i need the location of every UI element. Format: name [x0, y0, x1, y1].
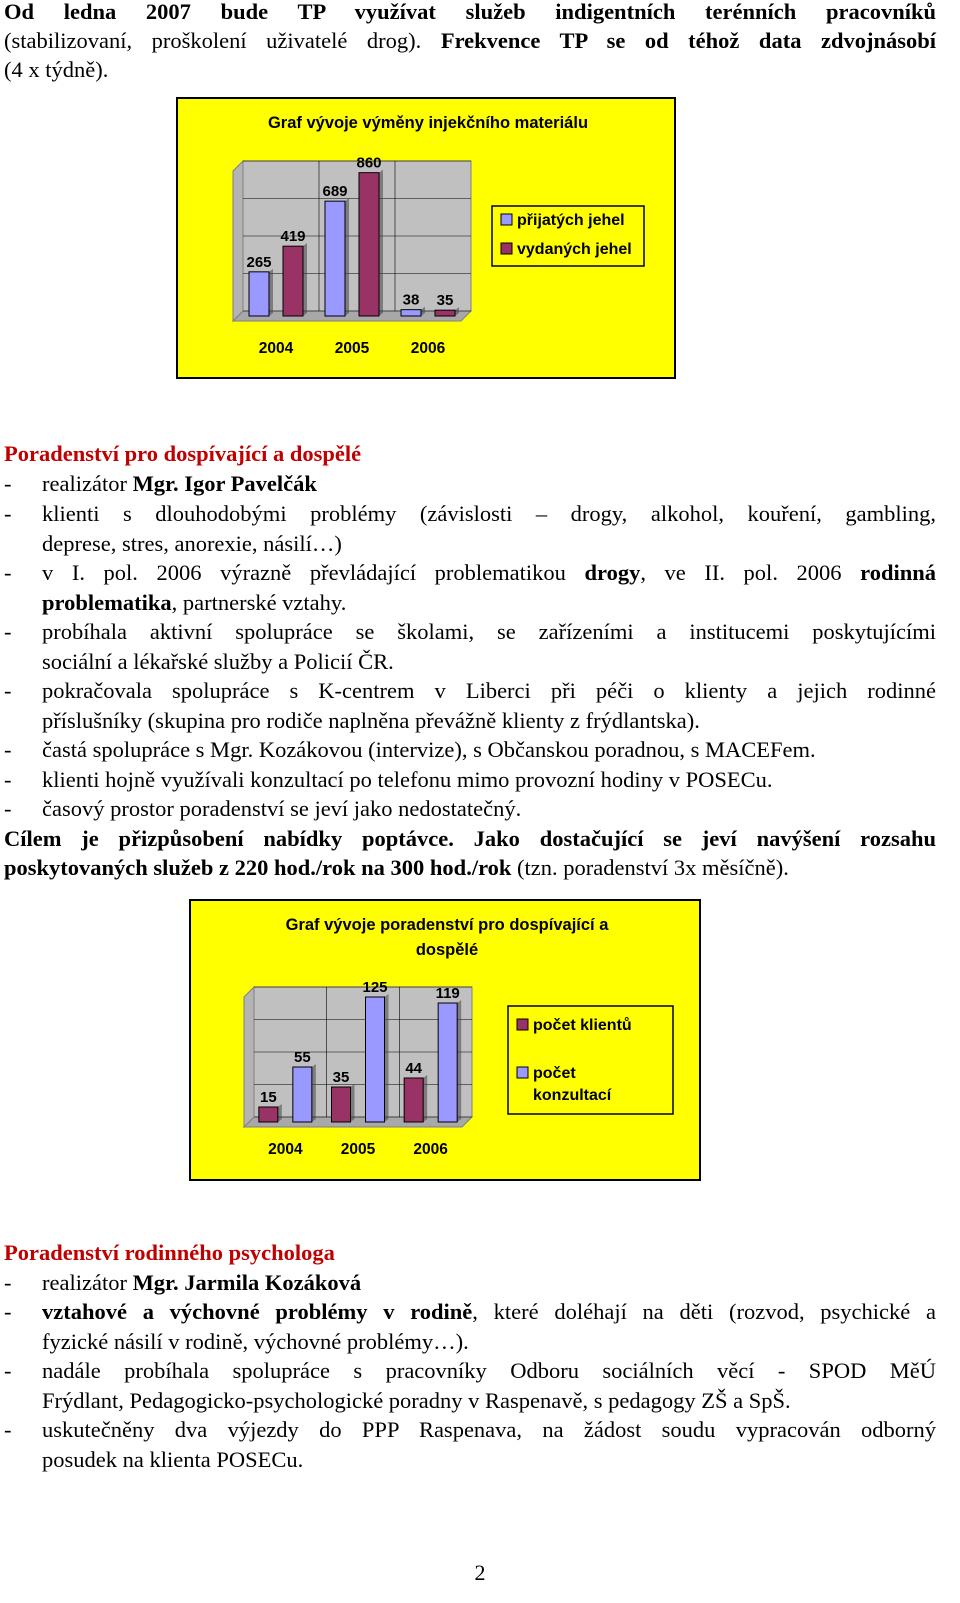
section2-heading: Poradenství rodinného psychologa — [4, 1240, 335, 1265]
s2-bullet-3: - nadále probíhala spolupráce s pracovníky Odboru sociálních věcí - SPOD MěÚ Frýdlant, Pedagogicko-psychologické poradny v Raspenavě, s pedagogy ZŠ a SpŠ. — [4, 1358, 936, 1413]
s1-bullet-8: - časový prostor poradenství se jeví jako nedostatečný. — [4, 796, 522, 821]
intro-line-2: (stabilizovaní, proškolení uživatelé drog). Frekvence TP se od téhož data zdvojnásobí — [4, 28, 937, 53]
data-label: 689 — [322, 183, 348, 201]
bar-počet-konzultací-2005 — [366, 997, 385, 1122]
bar-side — [278, 1104, 282, 1122]
s1-goal-line-1: Cílem je přizpůsobení nabídky poptávce. Jako dostačující se jeví navýšení rozsahu — [4, 826, 936, 851]
intro-line-3: (4 x týdně). — [4, 57, 109, 82]
bar-side — [457, 1000, 461, 1122]
bar-side — [303, 243, 307, 316]
data-label: 125 — [362, 979, 388, 996]
s1-bullet-2: - klienti s dlouhodobými problémy (závislosti – drogy, alkohol, kouření, gambling, deprese, stres, anorexie, násilí…) — [4, 501, 936, 556]
counselling-chart — [189, 899, 701, 1181]
x-tick-label: 2004 — [268, 1141, 303, 1158]
chart-title: Graf vývoje výměny injekčního materiálu — [267, 114, 589, 132]
bar-přijatých-jehel-2005 — [325, 201, 345, 316]
plot-side-wall — [233, 161, 243, 321]
chart-title: Graf vývoje poradenství pro dospívající a — [285, 916, 609, 934]
legend-label: počet klientů — [533, 1017, 632, 1034]
data-label: 55 — [293, 1049, 311, 1066]
bar-vydaných-jehel-2005 — [359, 173, 379, 316]
data-label: 35 — [436, 292, 454, 310]
bar-side — [351, 1084, 355, 1122]
legend-label: vydaných jehel — [517, 241, 632, 258]
s1-bullet-5: - pokračovala spolupráce s K-centrem v Liberci při péči o klienty a jejich rodinné příslušníky (skupina pro rodiče naplněna převážně klienty z frýdlantska). — [4, 678, 936, 733]
legend-swatch — [501, 214, 512, 225]
bar-side — [269, 269, 273, 316]
s2-bullet-2: - vztahové a výchovné problémy v rodině, které doléhají na děti (rozvod, psychické a fyzické násilí v rodině, výchovné problémy…). — [4, 1299, 936, 1354]
legend-label: počet — [533, 1065, 576, 1082]
bar-side — [312, 1064, 316, 1122]
data-label: 38 — [402, 291, 420, 309]
bar-vydaných-jehel-2004 — [283, 246, 303, 316]
bar-počet-klientů-2004 — [259, 1107, 278, 1122]
s2-bullet-1: - realizátor Mgr. Jarmila Kozáková — [4, 1270, 362, 1295]
s1-goal-line-2: poskytovaných služeb z 220 hod./rok na 300 hod./rok (tzn. poradenství 3x měsíčně). — [4, 855, 789, 880]
bar-přijatých-jehel-2006 — [401, 310, 421, 316]
legend-label: konzultací — [533, 1087, 612, 1104]
s1-bullet-7: - klienti hojně využívali konzultací po telefonu mimo provozní hodiny v POSECu. — [4, 767, 773, 792]
s1-bullet-1: - realizátor Mgr. Igor Pavelčák — [4, 471, 317, 496]
x-tick-label: 2005 — [340, 1141, 376, 1158]
data-label: 35 — [332, 1069, 350, 1086]
bar-počet-konzultací-2006 — [438, 1003, 457, 1122]
data-label: 44 — [405, 1060, 423, 1077]
data-label: 265 — [246, 253, 272, 271]
x-tick-label: 2006 — [410, 340, 446, 357]
s1-bullet-6: - častá spolupráce s Mgr. Kozákovou (intervize), s Občanskou poradnou, s MACEFem. — [4, 737, 816, 762]
x-tick-label: 2004 — [258, 340, 294, 357]
chart-svg — [178, 99, 674, 377]
bar-side — [385, 994, 389, 1122]
intro-line-1: Od ledna 2007 bude TP využívat služeb indigentních terénních pracovníků — [4, 0, 936, 24]
legend-label: přijatých jehel — [517, 212, 625, 229]
section1-heading: Poradenství pro dospívající a dospělé — [4, 441, 362, 466]
s1-bullet-4: - probíhala aktivní spolupráce se školami, se zařízeními a institucemi poskytujícími sociální a lékařské služby a Policií ČR. — [4, 619, 936, 674]
data-label: 419 — [280, 228, 306, 246]
page-number: 2 — [474, 1560, 486, 1585]
x-tick-label: 2006 — [413, 1141, 448, 1158]
data-label: 860 — [356, 154, 382, 172]
bar-počet-klientů-2005 — [332, 1087, 351, 1122]
bar-vydaných-jehel-2006 — [435, 310, 455, 316]
legend-swatch — [501, 243, 512, 254]
data-label: 15 — [259, 1089, 277, 1106]
plot-side-wall — [244, 987, 254, 1127]
x-tick-label: 2005 — [334, 340, 370, 357]
needle-exchange-chart — [176, 97, 676, 379]
legend-swatch — [517, 1019, 528, 1030]
legend-swatch — [517, 1067, 528, 1078]
bar-side — [345, 198, 349, 316]
bar-side — [423, 1075, 427, 1122]
s2-bullet-4: - uskutečněny dva výjezdy do PPP Raspenava, na žádost soudu vypracován odborný posudek na klienta POSECu. — [4, 1417, 936, 1472]
bar-počet-klientů-2006 — [404, 1078, 423, 1122]
s1-bullet-3: - v I. pol. 2006 výrazně převládající problematikou drogy, ve II. pol. 2006 rodinná problematika, partnerské vztahy. — [4, 560, 936, 615]
bar-přijatých-jehel-2004 — [249, 272, 269, 316]
bar-side — [379, 170, 383, 316]
chart-svg — [191, 901, 699, 1179]
bar-počet-konzultací-2004 — [293, 1067, 312, 1122]
data-label: 119 — [435, 985, 460, 1002]
chart-title: dospělé — [415, 941, 479, 959]
